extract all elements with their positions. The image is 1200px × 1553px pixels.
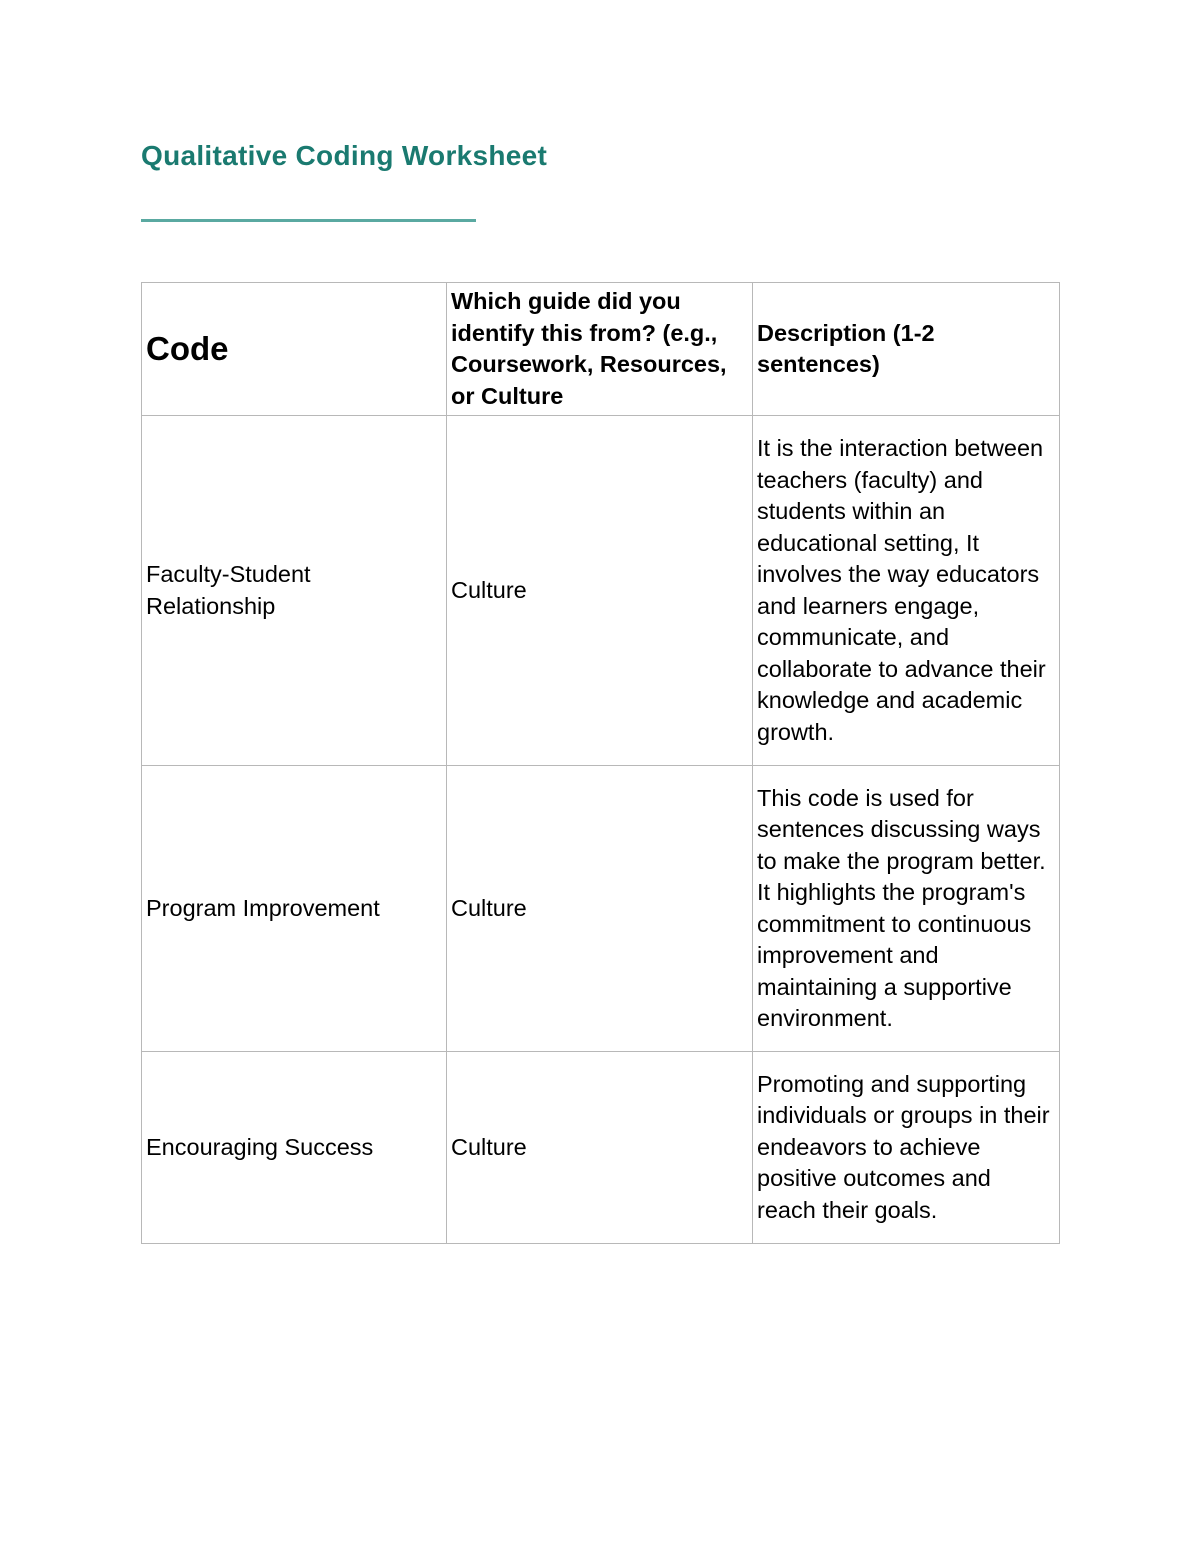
cell-code: Program Improvement (142, 766, 447, 1052)
page-title: Qualitative Coding Worksheet (141, 140, 548, 171)
cell-code: Encouraging Success (142, 1052, 447, 1244)
header-guide: Which guide did you identify this from? (e.g., Coursework, Resources, or Culture (447, 283, 753, 416)
cell-guide: Culture (447, 1052, 753, 1244)
table-row (142, 766, 1060, 1052)
cell-description: It is the interaction between teachers (faculty) and students within an educational setting, It involves the way educators and learners engage, communicate, and collaborate to advance their knowledge and academic growth. (753, 416, 1060, 766)
cell-description: Promoting and supporting individuals or groups in their endeavors to achieve positive outcomes and reach their goals. (753, 1052, 1060, 1244)
header-description: Description (1-2 sentences) (753, 283, 1060, 416)
table-header-row (142, 283, 1060, 416)
cell-guide: Culture (447, 766, 753, 1052)
table-row (142, 416, 1060, 766)
cell-guide: Culture (447, 416, 753, 766)
title-underline (141, 219, 476, 222)
cell-code: Faculty-Student Relationship (142, 416, 447, 766)
header-code: Code (142, 283, 447, 416)
coding-table (141, 282, 1060, 1244)
table-row (142, 1052, 1060, 1244)
cell-description: This code is used for sentences discussing ways to make the program better. It highlights the program's commitment to continuous improvement and maintaining a supportive environment. (753, 766, 1060, 1052)
